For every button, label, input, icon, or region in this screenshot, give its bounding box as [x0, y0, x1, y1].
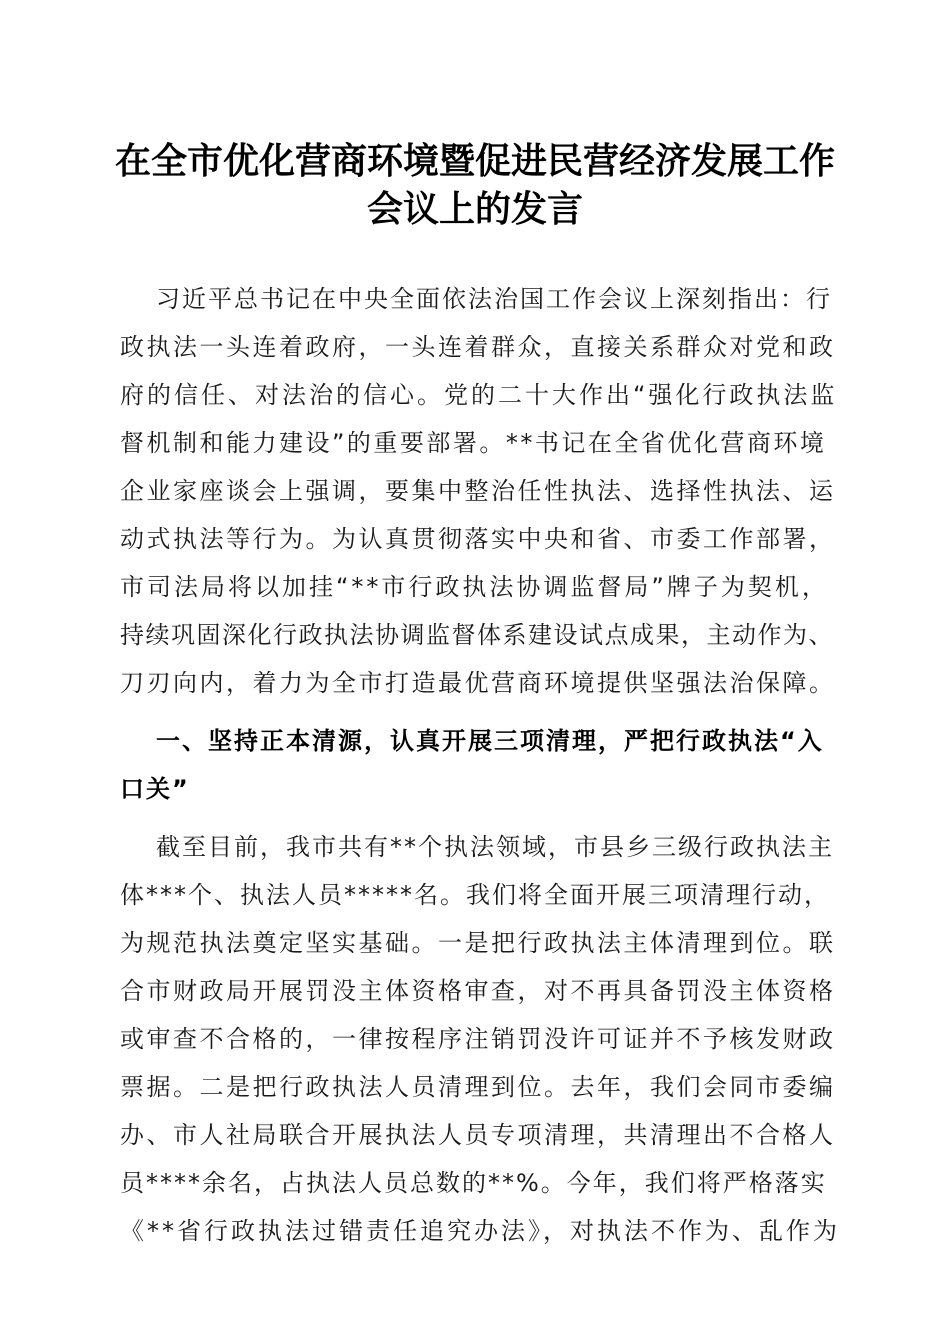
paragraph-1-line-1: 习近平总书记在中央全面依法治国工作会议上深刻指出：行 — [156, 285, 832, 313]
section-heading-1-line-1: 一、坚持正本清源，认真开展三项清理，严把行政执法“入 — [156, 727, 824, 755]
paragraph-1-line-2: 政执法一头连着政府，一头连着群众，直接关系群众对党和政 — [120, 333, 836, 361]
paragraph-1-line-7: 市司法局将以加挂“**市行政执法协调监督局”牌子为契机， — [120, 573, 829, 601]
paragraph-2-line-6: 票据。二是把行政执法人员清理到位。去年，我们会同市委编 — [120, 1073, 836, 1101]
document-title-line-1: 在全市优化营商环境暨促进民营经济发展工作 — [114, 140, 835, 182]
paragraph-2-line-3: 为规范执法奠定坚实基础。一是把行政执法主体清理到位。联 — [120, 929, 836, 957]
paragraph-1-line-5: 企业家座谈会上强调，要集中整治任性执法、选择性执法、运 — [120, 477, 836, 505]
paragraph-2-line-1: 截至目前，我市共有**个执法领域，市县乡三级行政执法主 — [156, 833, 834, 861]
paragraph-2-line-7: 办、市人社局联合开展执法人员专项清理，共清理出不合格人 — [120, 1121, 836, 1149]
paragraph-2-line-9: 《**省行政执法过错责任追究办法》，对执法不作为、乱作为 — [120, 1217, 840, 1245]
paragraph-2-line-5: 或审查不合格的，一律按程序注销罚没许可证并不予核发财政 — [120, 1025, 836, 1053]
paragraph-1-line-4: 督机制和能力建设”的重要部署。**书记在全省优化营商环境 — [120, 429, 827, 457]
paragraph-2-line-8: 员****余名，占执法人员总数的**%。今年，我们将严格落实 — [120, 1169, 827, 1197]
paragraph-1-line-3: 府的信任、对法治的信心。党的二十大作出“强化行政执法监 — [120, 381, 838, 409]
section-heading-1-line-2: 口关” — [120, 775, 190, 803]
paragraph-1-line-6: 动式执法等行为。为认真贯彻落实中央和省、市委工作部署， — [120, 525, 836, 553]
paragraph-2-line-4: 合市财政局开展罚没主体资格审查，对不再具备罚没主体资格 — [120, 977, 836, 1005]
paragraph-1-line-9: 刀刃向内，着力为全市打造最优营商环境提供坚强法治保障。 — [120, 669, 836, 697]
paragraph-1-line-8: 持续巩固深化行政执法协调监督体系建设试点成果，主动作为、 — [120, 621, 834, 649]
paragraph-2-line-2: 体***个、执法人员*****名。我们将全面开展三项清理行动， — [120, 881, 830, 909]
document-title-line-2: 会议上的发言 — [366, 188, 583, 230]
